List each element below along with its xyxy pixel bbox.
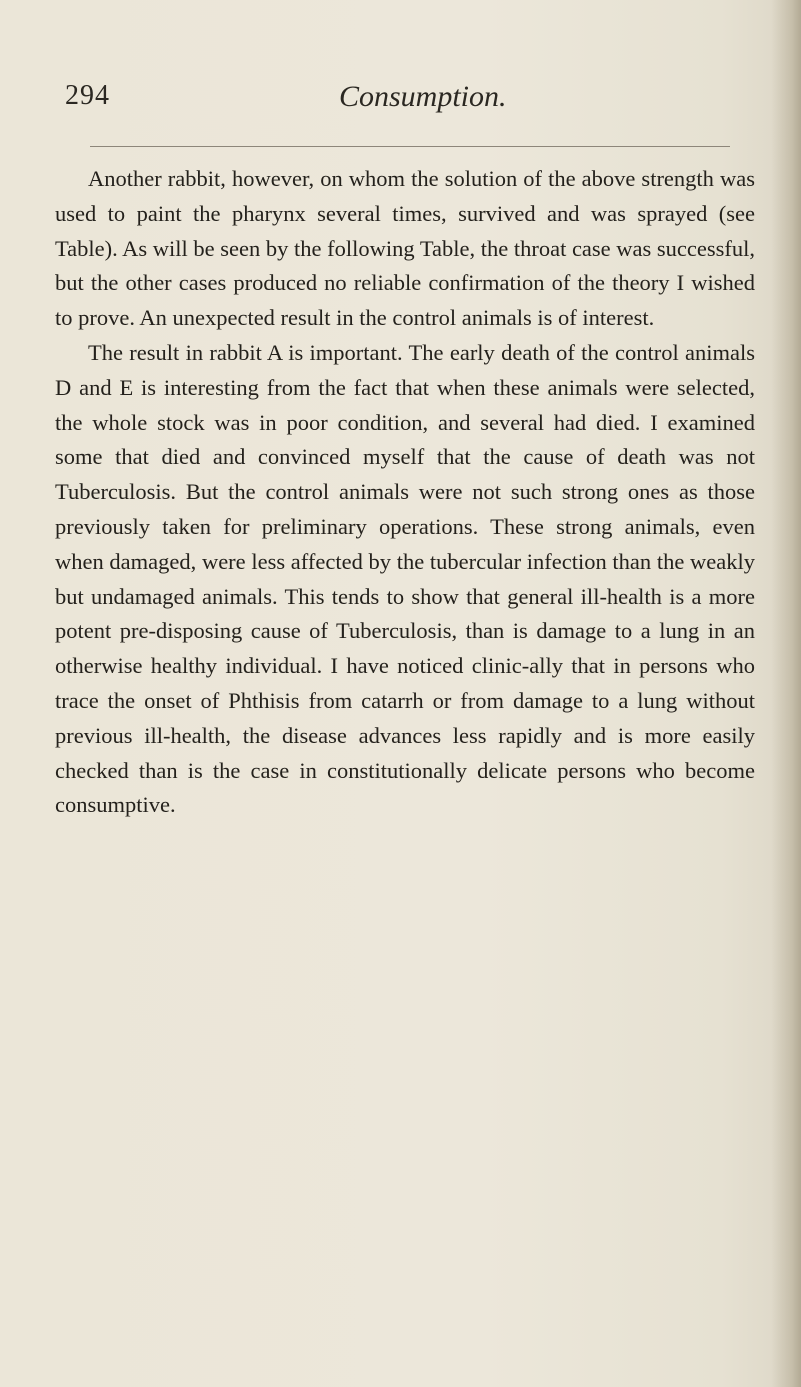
page-number: 294 (65, 80, 110, 111)
running-head: Consumption. (339, 80, 507, 113)
header-rule (90, 146, 730, 147)
page-header (0, 80, 801, 120)
paragraph-2: The result in rabbit A is important. The early death of the control animals D and E is interesting from the fact that when these animals were selected, the whole stock was in poor condition, and several had died. I examined some that died and convinced myself that the cause of death was not Tuberculosis. But the control animals were not such strong ones as those previously taken for preliminary operations. These strong animals, even when damaged, were less affected by the tubercular infection than the weakly but undamaged animals. This tends to show that general ill-health is a more potent pre-disposing cause of Tuberculosis, than is damage to a lung in an otherwise healthy individual. I have noticed clinic-ally that in persons who trace the onset of Phthisis from catarrh or from damage to a lung without previous ill-health, the disease advances less rapidly and is more easily checked than is the case in constitutionally delicate persons who become consumptive. (55, 339, 755, 818)
page-edge-shadow (771, 0, 801, 1387)
body-text (55, 162, 755, 823)
paragraph-1: Another rabbit, however, on whom the solution of the above strength was used to paint the pharynx several times, survived and was sprayed (see Table). As will be seen by the following Table, the throat case was successful, but the other cases produced no reliable confirmation of the theory I wished to prove. An unexpected result in the control animals is of interest. (55, 166, 755, 331)
